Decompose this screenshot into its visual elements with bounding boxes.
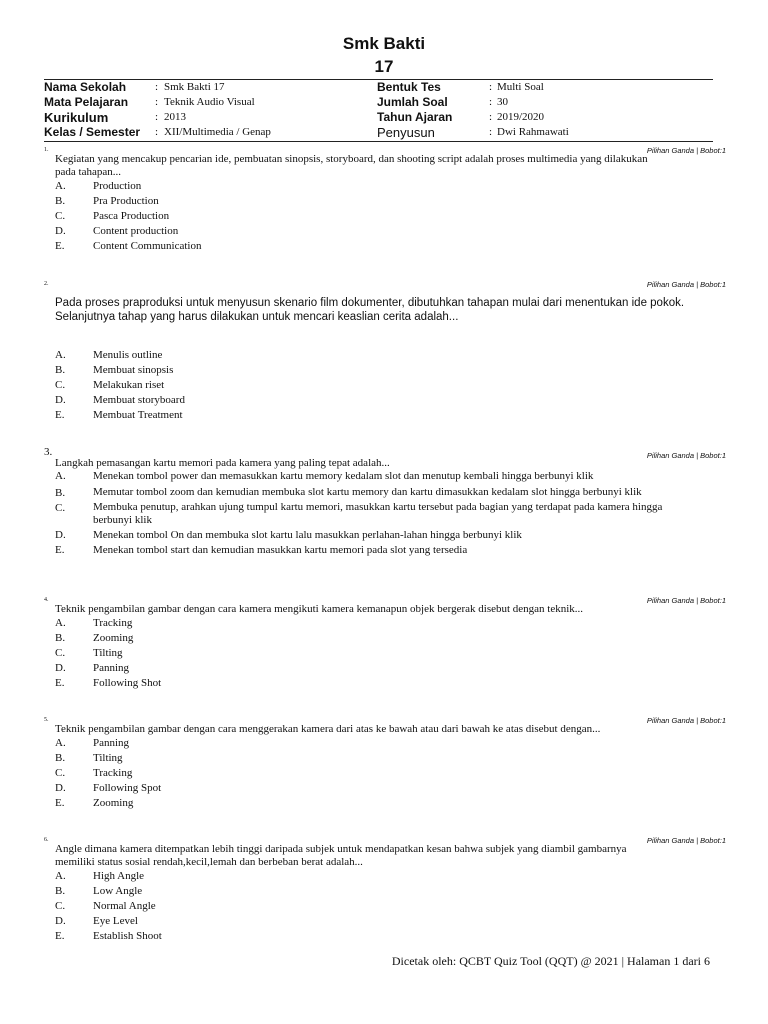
question-number: 2. [44, 281, 49, 287]
option-b[interactable] [55, 363, 693, 378]
option-text: Membuat storyboard [93, 394, 185, 406]
info-separator: : [155, 96, 159, 108]
info-label: Jumlah Soal [377, 95, 448, 109]
option-b[interactable] [55, 631, 693, 646]
option-text: Menekan tombol start dan kemudian masukkan kartu memori pada slot yang tersedia [93, 544, 468, 556]
question-text: Angle dimana kamera ditempatkan lebih tinggi daripada subjek untuk mendapatkan kesan bahwa subjek yang diambil gambarnya memiliki status sosial rendah,kecil,lemah dan berbeban berat adalah... [55, 843, 627, 868]
info-value-bentuk-tes: Multi Soal [497, 81, 544, 93]
info-label: Nama Sekolah [44, 80, 127, 94]
header-bottom-rule [44, 141, 713, 142]
school-title-number: 17 [374, 57, 394, 76]
option-letter: B. [55, 195, 66, 207]
info-label: Kurikulum [44, 110, 109, 125]
options-list [55, 616, 693, 691]
info-value-mata-pelajaran: Teknik Audio Visual [164, 96, 255, 108]
option-letter: B. [55, 487, 66, 499]
options-list [55, 348, 693, 423]
option-text: High Angle [93, 870, 145, 882]
info-value-jumlah-soal: 30 [497, 96, 508, 108]
option-b[interactable] [55, 486, 693, 499]
question-text: Teknik pengambilan gambar dengan cara kamera mengikuti kamera kemanapun objek bergerak disebut dengan teknik... [55, 603, 584, 615]
option-letter: A. [55, 349, 66, 361]
option-letter: A. [55, 870, 66, 882]
option-e[interactable] [55, 408, 693, 423]
option-letter: D. [55, 915, 66, 927]
info-value-tahun-ajaran: 2019/2020 [497, 111, 545, 123]
option-e[interactable] [55, 676, 693, 691]
option-b[interactable] [55, 751, 693, 766]
option-letter: C. [55, 502, 66, 514]
option-letter: E. [55, 930, 65, 942]
option-text: Tracking [93, 767, 133, 779]
exam-info-header [44, 80, 713, 140]
question-number: 3. [44, 446, 53, 458]
option-text: Production [93, 180, 142, 192]
school-title: Smk Bakti [342, 34, 426, 53]
option-b[interactable] [55, 194, 693, 209]
option-letter: E. [55, 677, 65, 689]
info-row [44, 95, 713, 110]
option-c[interactable] [55, 501, 693, 527]
question-type: Pilihan Ganda | Bobot:1 [646, 146, 726, 155]
options-list [55, 869, 693, 944]
option-text: Pasca Production [93, 210, 170, 222]
option-text: Zooming [93, 797, 134, 809]
option-text: Content production [93, 225, 179, 237]
options-list [55, 469, 693, 558]
option-letter: E. [55, 409, 65, 421]
option-c[interactable] [55, 209, 693, 224]
option-letter: C. [55, 379, 66, 391]
question-type: Pilihan Ganda | Bobot:1 [646, 836, 726, 845]
option-text: Following Spot [93, 782, 162, 794]
option-text: Following Shot [93, 677, 162, 689]
option-text: Melakukan riset [93, 379, 165, 391]
options-list [55, 179, 693, 254]
info-value-kelas-semester: XII/Multimedia / Genap [164, 126, 271, 138]
option-b[interactable] [55, 884, 693, 899]
option-a[interactable] [55, 869, 693, 884]
question-type: Pilihan Ganda | Bobot:1 [646, 716, 726, 725]
option-letter: D. [55, 225, 66, 237]
option-e[interactable] [55, 239, 693, 254]
option-text: Menulis outline [93, 349, 163, 361]
question-text: Kegiatan yang mencakup pencarian ide, pembuatan sinopsis, storyboard, dan shooting script adalah proses multimedia yang dilakukan pada tahapan... [55, 153, 648, 178]
info-row [44, 125, 713, 140]
option-letter: E. [55, 544, 65, 556]
info-row [44, 80, 713, 95]
option-text: Low Angle [93, 885, 143, 897]
option-letter: E. [55, 797, 65, 809]
option-d[interactable] [55, 224, 693, 239]
option-text: Membuat sinopsis [93, 364, 174, 376]
option-text: Pra Production [93, 195, 159, 207]
option-letter: A. [55, 470, 66, 482]
option-e[interactable] [55, 796, 693, 811]
info-separator: : [489, 111, 493, 123]
info-value-nama-sekolah: Smk Bakti 17 [164, 81, 225, 93]
option-text: Membuka penutup, arahkan ujung tumpul kartu memori, masukkan kartu tersebut pada bagian yang terdapat pada kamera hingga berbunyi klik [93, 501, 663, 526]
option-text: Memutar tombol zoom dan kemudian membuka slot kartu memory dan kartu dimasukkan kedalam slot hingga berbunyi klik [93, 486, 642, 498]
info-separator: : [155, 126, 159, 138]
option-letter: B. [55, 885, 66, 897]
option-text: Tracking [93, 617, 133, 629]
option-letter: D. [55, 529, 66, 541]
question-text: Langkah pemasangan kartu memori pada kamera yang paling tepat adalah... [55, 457, 390, 469]
option-a[interactable] [55, 469, 693, 484]
question-number: 5. [44, 717, 49, 723]
option-letter: D. [55, 394, 66, 406]
info-label: Bentuk Tes [377, 80, 441, 94]
info-row [44, 110, 713, 125]
option-text: Panning [93, 737, 130, 749]
option-text: Tilting [93, 647, 123, 659]
option-d[interactable] [55, 661, 693, 676]
info-separator: : [155, 81, 159, 93]
option-d[interactable] [55, 914, 693, 929]
question-number: 4. [44, 597, 49, 603]
info-label: Kelas / Semester [44, 125, 141, 139]
info-separator: : [489, 96, 493, 108]
option-letter: B. [55, 752, 66, 764]
option-letter: C. [55, 900, 66, 912]
option-letter: B. [55, 632, 66, 644]
info-separator: : [155, 111, 159, 123]
option-a[interactable] [55, 736, 693, 751]
option-letter: A. [55, 617, 66, 629]
option-text: Tilting [93, 752, 123, 764]
option-a[interactable] [55, 616, 693, 631]
info-label: Tahun Ajaran [377, 110, 453, 124]
question-type: Pilihan Ganda | Bobot:1 [646, 451, 726, 460]
option-d[interactable] [55, 528, 693, 543]
option-text: Zooming [93, 632, 134, 644]
option-letter: B. [55, 364, 66, 376]
options-list [55, 736, 693, 811]
option-d[interactable] [55, 393, 693, 408]
option-letter: D. [55, 662, 66, 674]
option-a[interactable] [55, 179, 693, 194]
option-text: Membuat Treatment [93, 409, 183, 421]
option-text: Content Communication [93, 240, 202, 252]
info-label: Mata Pelajaran [44, 95, 129, 109]
option-e[interactable] [55, 543, 693, 558]
option-e[interactable] [55, 929, 693, 944]
question-text: Pada proses praproduksi untuk menyusun skenario film dokumenter, dibutuhkan tahapan mulai dari menentukan ide pokok. Selanjutnya tahap yang harus dilakukan untuk mencari keaslian cerita adalah... [55, 297, 685, 323]
question-number: 1. [44, 147, 49, 153]
option-letter: E. [55, 240, 65, 252]
info-separator: : [489, 81, 493, 93]
question-text: Teknik pengambilan gambar dengan cara menggerakan kamera dari atas ke bawah atau dari bawah ke atas disebut dengan... [55, 723, 601, 735]
option-letter: A. [55, 737, 66, 749]
option-c[interactable] [55, 766, 693, 781]
info-label: Penyusun [377, 125, 435, 140]
question-type: Pilihan Ganda | Bobot:1 [646, 596, 726, 605]
question-number: 6. [44, 837, 49, 843]
option-letter: C. [55, 647, 66, 659]
option-text: Normal Angle [93, 900, 156, 912]
print-footer: Dicetak oleh: QCBT Quiz Tool (QQT) @ 2021 | Halaman 1 dari 6 [391, 954, 710, 968]
option-text: Eye Level [93, 915, 138, 927]
option-letter: D. [55, 782, 66, 794]
info-value-penyusun: Dwi Rahmawati [497, 126, 569, 138]
option-text: Menekan tombol On dan membuka slot kartu lalu masukkan perlahan-lahan hingga berbunyi klik [93, 529, 522, 541]
option-text: Panning [93, 662, 130, 674]
option-text: Menekan tombol power dan memasukkan kartu memory kedalam slot dan menutup kembali hingga berbunyi klik [93, 470, 594, 482]
option-c[interactable] [55, 646, 693, 661]
option-c[interactable] [55, 378, 693, 393]
option-letter: C. [55, 210, 66, 222]
option-letter: C. [55, 767, 66, 779]
info-value-kurikulum: 2013 [164, 111, 186, 123]
option-letter: A. [55, 180, 66, 192]
option-d[interactable] [55, 781, 693, 796]
option-text: Establish Shoot [93, 930, 162, 942]
option-a[interactable] [55, 348, 693, 363]
option-c[interactable] [55, 899, 693, 914]
question-type: Pilihan Ganda | Bobot:1 [646, 280, 726, 289]
info-separator: : [489, 126, 493, 138]
